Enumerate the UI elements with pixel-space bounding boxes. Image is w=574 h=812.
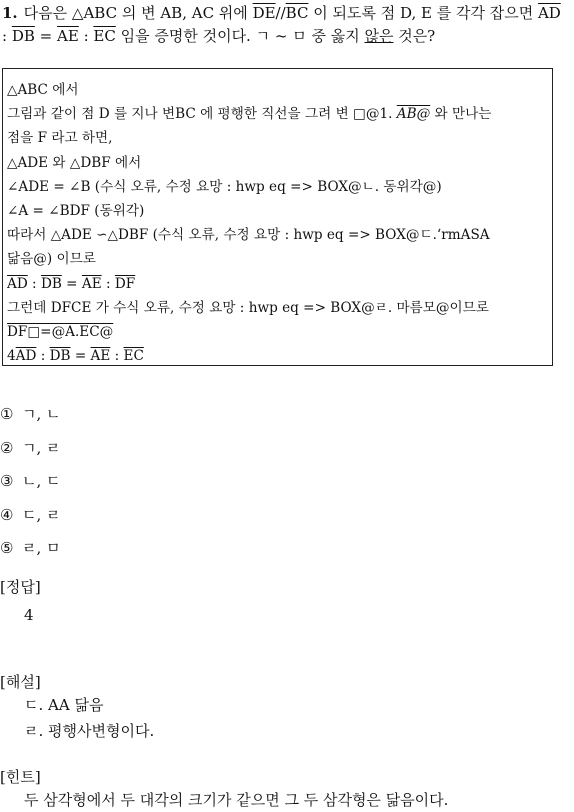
choice-text: ㄱ, ㄹ [22,438,61,457]
overlined-segment: $\overline{DB}$ [49,348,71,365]
text-segment: : [2,27,12,45]
overlined-segment: $\overline{AD}$ [15,348,37,365]
proof-line [7,102,548,126]
proof-line [7,247,548,271]
text-segment: 이 되도록 점 D, E 를 각각 잡으면 [308,4,538,22]
overlined-segment: $\overline{DF}$ [114,275,136,292]
overlined-segment: AB@ [396,106,431,123]
text-segment: : [36,348,50,365]
explanation-line: ㄷ. AA 닮음 [24,696,104,714]
explanation-line: ㄹ. 평행사변형이다. [24,722,155,740]
overlined-segment: $\overline{AE}$ [57,27,79,45]
text-segment: : [27,275,41,292]
answer-choices [0,398,300,566]
overlined-segment: EC@ [79,323,114,340]
choice-option[interactable] [0,432,300,466]
choice-option[interactable] [0,465,300,499]
question-header [2,2,570,48]
proof-line [7,223,548,247]
proof-line [7,78,548,102]
overlined-segment: $\overline{EC}$ [93,27,116,45]
choice-number: ② [0,438,14,457]
overlined-segment: $\overline{DE}$ [252,4,276,22]
text-segment: = [61,275,82,292]
explanation-label: [해설] [0,673,41,691]
text-segment: ∠ADE = ∠B (수식 오류, 수정 요망 : hwp eq => BOX@ㄴ. 동위각@) [7,178,442,195]
text-segment: = [70,348,91,365]
overlined-segment: $\overline{AD}$ [7,275,28,292]
text-segment: : [110,348,124,365]
proof-line [7,344,548,368]
choice-number: ④ [0,505,14,524]
text-segment: 것은? [393,27,436,45]
text-segment: : [78,27,94,45]
proof-line [7,126,548,150]
overlined-segment: $\overline{DB}$ [11,27,35,45]
choice-text: ㄴ, ㄷ [22,472,61,490]
text-segment: 점을 F 라고 하면, [7,130,113,147]
overlined-segment: $\overline{AD}$ [537,4,561,22]
text-segment: 따라서 △ADE ∽△DBF (수식 오류, 수정 요망 : hwp eq => BOX@ㄷ.‘rmASA [7,227,490,244]
proof-line [7,199,548,223]
overlined-segment: $\overline{DB}$ [40,275,62,292]
text-segment: : [101,275,115,292]
text-segment: 그런데 DFCE 가 수식 오류, 수정 요망 : hwp eq => BOX@ㄹ. 마름모@이므로 [7,299,489,316]
proof-box [2,68,553,366]
overlined-segment: $\overline{AE}$ [81,275,102,292]
choice-option[interactable] [0,398,300,432]
choice-number: ③ [0,472,14,490]
overlined-segment: $\overline{AE}$ [90,348,111,365]
choice-number: ⑤ [0,539,14,557]
text-segment: ∠A = ∠BDF (동위각) [7,202,145,219]
choice-option[interactable] [0,499,300,533]
question-stem [2,4,561,45]
text-segment: = [34,27,57,45]
hint-line: 두 삼각형에서 두 대각의 크기가 같으면 그 두 삼각형은 닮음이다. [24,791,449,809]
text-segment: 다음은 △ABC 의 변 AB, AC 위에 [23,4,253,22]
overlined-segment: $\overline{BC}$ [285,4,309,22]
overlined-segment: $\overline{EC}$ [123,348,144,365]
overlined-segment: DF□=@A. [7,323,80,340]
proof-line [7,272,548,296]
explanation-body [24,692,154,744]
choice-text: ㄹ, ㅁ [22,539,61,557]
hint-body [24,788,448,812]
proof-line [7,175,548,199]
choice-number: ① [0,405,14,423]
choice-text: ㄱ, ㄴ [22,405,61,423]
text-segment: 임을 증명한 것이다. ㄱ ~ ㅁ 중 옳지 [115,27,365,45]
text-segment: 닮음@) 이므로 [7,251,96,268]
text-segment: △ABC 에서 [7,82,79,98]
proof-line [7,320,548,344]
text-segment: 와 만나는 [430,106,492,123]
underlined-segment: 않은 [364,27,394,45]
text-segment: 4 [7,348,16,365]
proof-line [7,296,548,320]
hint-label: [힌트] [0,768,41,786]
text-segment: △ADE 와 △DBF 에서 [7,154,142,171]
text-segment: // [275,4,286,22]
choice-text: ㄷ, ㄹ [22,505,61,524]
choice-option[interactable] [0,532,300,566]
answer-label: [정답] [0,578,41,596]
proof-line [7,151,548,175]
question-number: 1. [2,4,18,22]
answer-value: 4 [24,606,34,624]
text-segment: 그림과 같이 점 D 를 지나 변BC 에 평행한 직선을 그려 변 □@1. [7,106,397,123]
